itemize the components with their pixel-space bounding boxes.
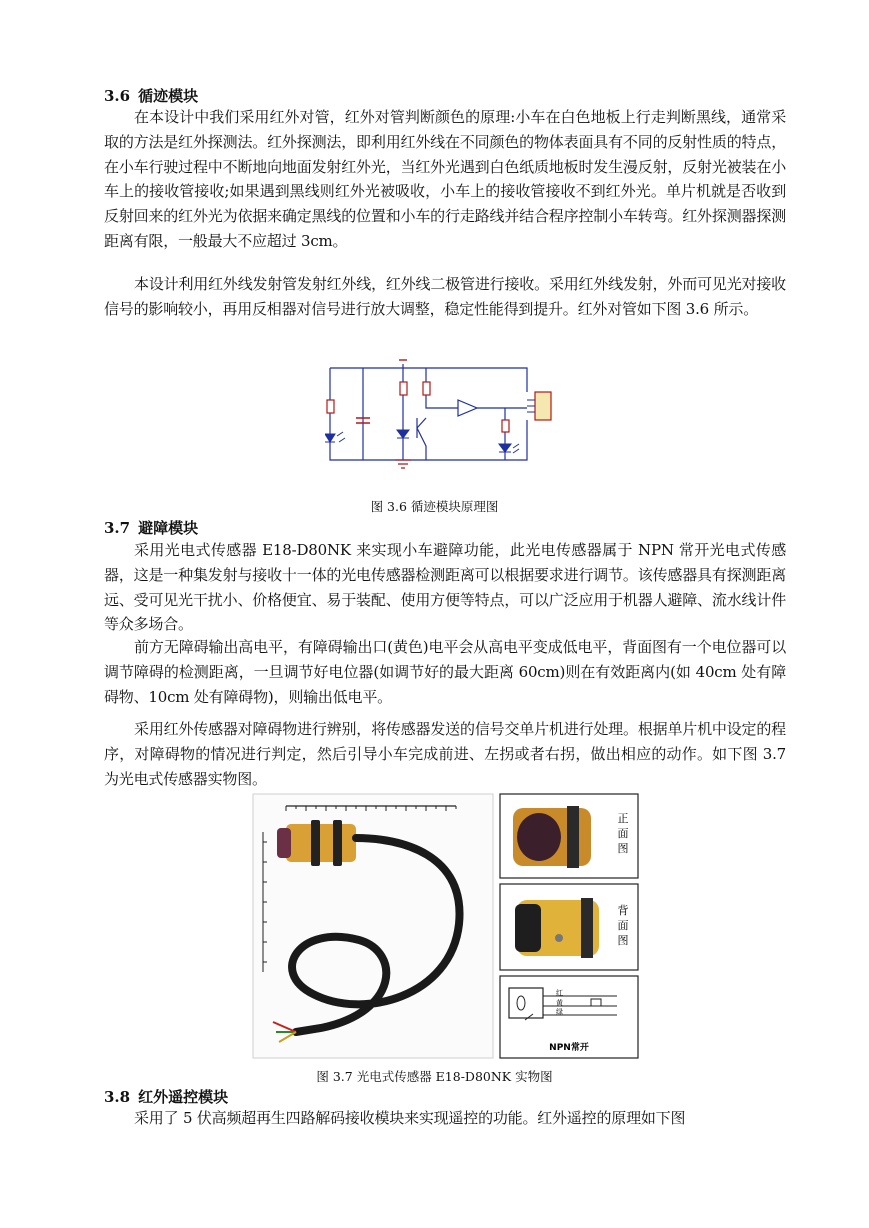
section-heading-3-7 [104, 518, 198, 538]
potentiometer [555, 934, 563, 942]
section-heading-3-6 [104, 86, 198, 106]
back-view-photo [500, 884, 638, 970]
indicator-led [499, 444, 511, 452]
indicator-arrows [513, 444, 519, 453]
section-number: 3.8 [104, 1088, 131, 1106]
resistor-r3 [423, 382, 430, 395]
figure-3-7-caption: 图 3.7 光电式传感器 E18-D80NK 实物图 [316, 1069, 553, 1084]
back-sensor-connector [515, 904, 541, 952]
resistor-r2 [400, 382, 407, 395]
tracking-module-circuit-diagram [325, 356, 555, 472]
sensor-nut-2 [333, 820, 342, 866]
back-label-1: 背 [617, 904, 629, 917]
front-sensor-lens [517, 813, 561, 861]
sensor-lens [277, 828, 291, 858]
load-symbol [591, 999, 601, 1006]
circuit-wires [330, 364, 527, 460]
output-connector [535, 392, 551, 420]
ir-receiver-diode [397, 430, 409, 438]
figure-3-6-caption: 图 3.6 循迹模块原理图 [370, 499, 499, 514]
connector-pins [527, 400, 535, 412]
section-number: 3.7 [104, 519, 131, 537]
ground-symbol [395, 460, 411, 468]
back-label-2: 面 [617, 919, 629, 932]
ir-led-emitter [325, 434, 335, 442]
sensor-photo-figure [251, 792, 640, 1060]
emission-arrows [337, 432, 345, 442]
section-title: 避障模块 [138, 519, 199, 537]
paragraph-2: 本设计利用红外线发射管发射红外线，红外线二极管进行接收。采用红外线发射，外而可见光对接收信号的影响较小，再用反相器对信号进行放大调整，稳定性能得到提升。红外对管如下图 3.6 所示。 [104, 275, 786, 318]
back-label-3: 图 [617, 934, 629, 947]
paragraph-4: 前方无障碍输出高电平，有障碍输出口(黄色)电平会从高电平变成低电平，背面图有一个电位器可以调节障碍的检测距离，一旦调节好电位器(如调节好的最大距离 60cm)则在有效距离内(如 40cm 处有障碍物、10cm 处有障碍物)，则输出低电平。 [104, 638, 786, 706]
npn-label: NPN常开 [549, 1043, 589, 1053]
section-title: 红外遥控模块 [138, 1088, 229, 1106]
wire-label-yellow: 黄 [556, 999, 563, 1007]
front-label-1: 正 [617, 812, 629, 825]
paragraph-1: 在本设计中我们采用红外对管，红外对管判断颜色的原理:小车在白色地板上行走判断黑线，通常采取的方法是红外探测法。红外探测法，即利用红外线在不同颜色的物体表面具有不同的反射性质的特点，在小车行驶过程中不断地向地面发射红外光，当红外光遇到白色纸质地板时发生漫反射，反射光被装在小车上的接收管接收;如果遇到黑线则红外光被吸收，小车上的接收管接收不到红外光。单片机就是否收到反射回来的红外光为依据来确定黑线的位置和小车的行走路线并结合程序控制小车转弯。红外探测器探测距离有限，一般最大不应超过 3cm。 [104, 108, 786, 250]
resistor-r4 [502, 420, 509, 432]
front-label-3: 图 [617, 842, 629, 855]
paragraph-6: 采用了 5 伏高频超再生四路解码接收模块来实现遥控的功能。红外遥控的原理如下图 [134, 1109, 686, 1127]
circuit-components [325, 360, 551, 468]
npn-wiring-diagram [500, 976, 638, 1058]
section-title: 循迹模块 [138, 87, 199, 105]
sensor-nut-1 [311, 820, 320, 866]
paragraph-3: 采用光电式传感器 E18-D80NK 来实现小车避障功能，此光电传感器属于 NPN 常开光电式传感器，这是一种集发射与接收十一体的光电传感器检测距离可以根据要求进行调节。该传感器具有探测距离远、受可见光干扰小、价格便宜、易于装配、使用方便等特点，可以广泛应用于机器人避障、流水线计件等众多场合。 [104, 541, 786, 634]
front-sensor-nut [567, 806, 579, 868]
front-label-2: 面 [617, 827, 629, 840]
back-sensor-nut [581, 898, 593, 958]
wire-label-green: 绿 [556, 1008, 563, 1016]
paragraph-5: 采用红外传感器对障碍物进行辨别，将传感器发送的信号交单片机进行处理。根据单片机中设定的程序，对障碍物的情况进行判定，然后引导小车完成前进、左拐或者右拐，做出相应的动作。如下图 3.7 为光电式传感器实物图。 [104, 720, 786, 788]
sensor-body [286, 824, 356, 862]
front-view-photo [500, 794, 638, 878]
resistor-r1 [327, 400, 334, 413]
section-heading-3-8 [104, 1087, 228, 1107]
inverter [458, 400, 477, 416]
wire-label-red: 红 [556, 989, 563, 997]
section-number: 3.6 [104, 87, 131, 105]
main-sensor-photo [253, 794, 493, 1058]
